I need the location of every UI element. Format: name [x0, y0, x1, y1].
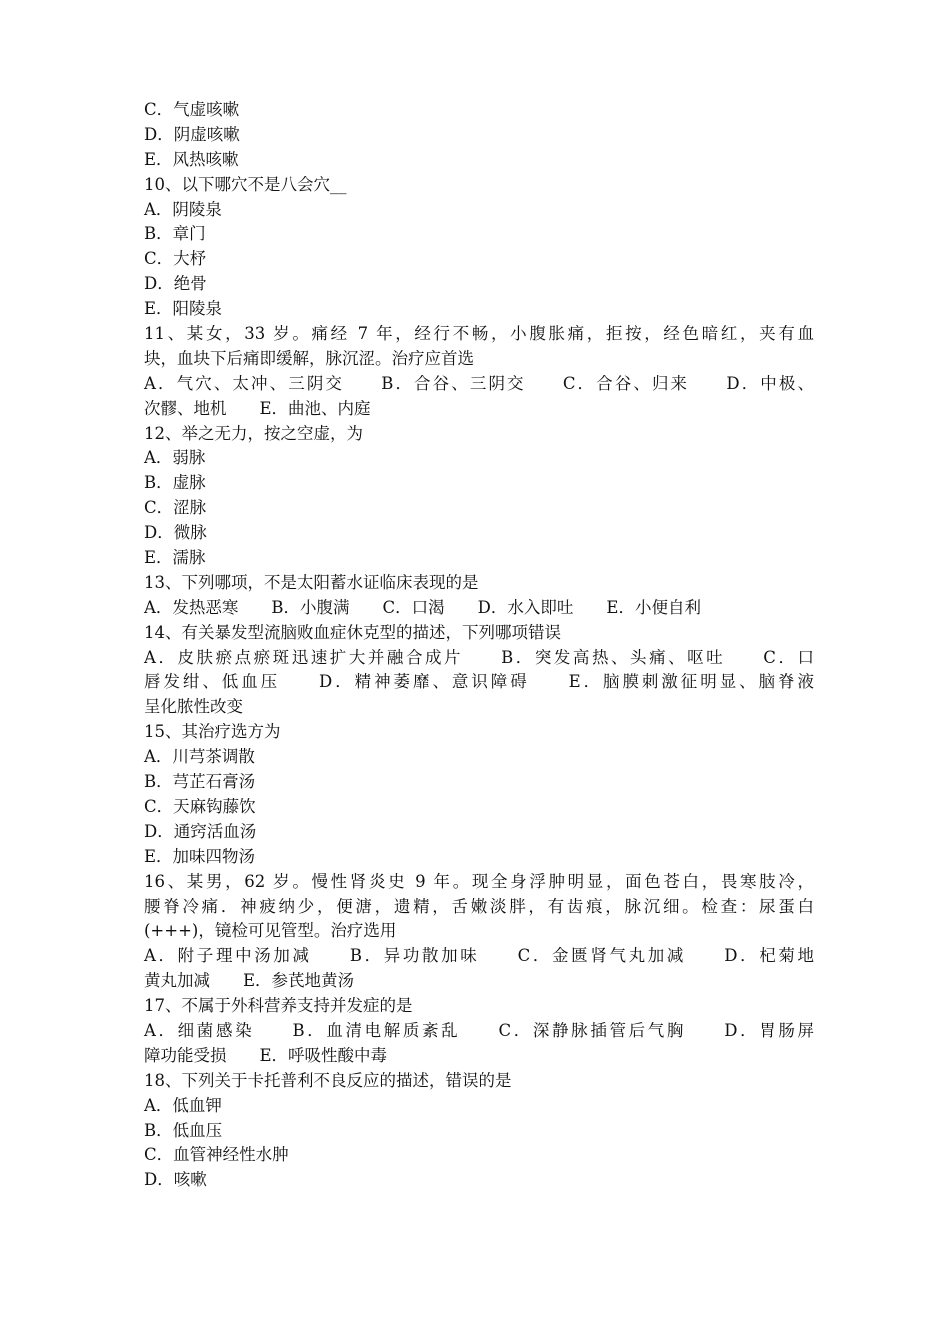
- q15-option-a: A．川芎茶调散: [144, 747, 255, 767]
- q18-option-a: A．低血钾: [144, 1095, 222, 1115]
- q15-option-c: C．天麻钩藤饮: [144, 796, 256, 816]
- q10-option-d: D．绝骨: [144, 274, 207, 294]
- q18-option-d: D．咳嗽: [144, 1170, 207, 1190]
- q10-option-b: B．章门: [144, 224, 206, 244]
- question-12: 12、举之无力，按之空虚，为: [144, 423, 363, 443]
- document-page: [144, 98, 814, 1193]
- option-e-fengre: E．风热咳嗽: [144, 149, 239, 169]
- question-16-line-1: 16、某男，62 岁。慢性肾炎史 9 年。现全身浮肿明显，面色苍白，畏寒肢冷，: [144, 871, 814, 891]
- q12-option-e: E．濡脉: [144, 548, 206, 568]
- q15-option-e: E．加味四物汤: [144, 846, 256, 866]
- q17-options-line-2: 障功能受损 E．呼吸性酸中毒: [144, 1045, 388, 1065]
- q12-option-a: A．弱脉: [144, 448, 206, 468]
- question-18: 18、下列关于卡托普利不良反应的描述，错误的是: [144, 1070, 512, 1090]
- question-15: 15、其治疗选方为: [144, 722, 281, 742]
- question-11-line-1: 11、某女，33 岁。痛经 7 年，经行不畅，小腹胀痛，拒按，经色暗红，夹有血: [144, 324, 814, 344]
- q14-options-line-1: A．皮肤瘀点瘀斑迅速扩大并融合成片 B．突发高热、头痛、呕吐 C．口: [144, 647, 814, 667]
- q12-option-c: C．涩脉: [144, 498, 207, 518]
- q12-option-d: D．微脉: [144, 523, 207, 543]
- q18-option-b: B．低血压: [144, 1120, 223, 1140]
- q18-option-c: C．血管神经性水肿: [144, 1145, 289, 1165]
- q11-options-line-2: 次髎、地机 E．曲池、内庭: [144, 398, 371, 418]
- q13-options: A．发热恶寒 B．小腹满 C．口渴 D．水入即吐 E．小便自利: [144, 597, 701, 617]
- q15-option-d: D．通窍活血汤: [144, 821, 257, 841]
- q15-option-b: B．芎芷石膏汤: [144, 772, 256, 792]
- question-14: 14、有关暴发型流脑败血症休克型的描述，下列哪项错误: [144, 622, 561, 642]
- question-17: 17、不属于外科营养支持并发症的是: [144, 996, 413, 1016]
- q10-option-e: E．阳陵泉: [144, 299, 223, 319]
- question-16-line-3: (+++)，镜检可见管型。治疗选用: [144, 921, 397, 941]
- q14-options-line-2: 唇发绀、低血压 D．精神萎靡、意识障碍 E．脑膜刺激征明显、脑脊液: [144, 672, 814, 692]
- q11-options-line-1: A．气穴、太冲、三阴交 B．合谷、三阴交 C．合谷、归来 D．中极、: [144, 373, 814, 393]
- q16-options-line-1: A．附子理中汤加减 B．异功散加味 C．金匮肾气丸加减 D．杞菊地: [144, 946, 814, 966]
- q10-option-c: C．大杼: [144, 249, 207, 269]
- option-d-yinxu: D．阴虚咳嗽: [144, 124, 240, 144]
- question-16-line-2: 腰脊冷痛．神疲纳少，便溏，遗精，舌嫩淡胖，有齿痕，脉沉细。检查：尿蛋白: [144, 896, 814, 916]
- q14-options-line-3: 呈化脓性改变: [144, 697, 243, 717]
- q10-option-a: A．阴陵泉: [144, 199, 222, 219]
- q12-option-b: B．虚脉: [144, 473, 206, 493]
- question-11-line-2: 块，血块下后痛即缓解，脉沉涩。治疗应首选: [144, 348, 474, 368]
- q16-options-line-2: 黄丸加减 E．参芪地黄汤: [144, 971, 355, 991]
- q17-options-line-1: A．细菌感染 B．血清电解质紊乱 C．深静脉插管后气胸 D．胃肠屏: [144, 1020, 814, 1040]
- option-c-qixu: C．气虚咳嗽: [144, 100, 240, 119]
- question-10: 10、以下哪穴不是八会穴__: [144, 174, 347, 194]
- question-13: 13、下列哪项，不是太阳蓄水证临床表现的是: [144, 572, 479, 592]
